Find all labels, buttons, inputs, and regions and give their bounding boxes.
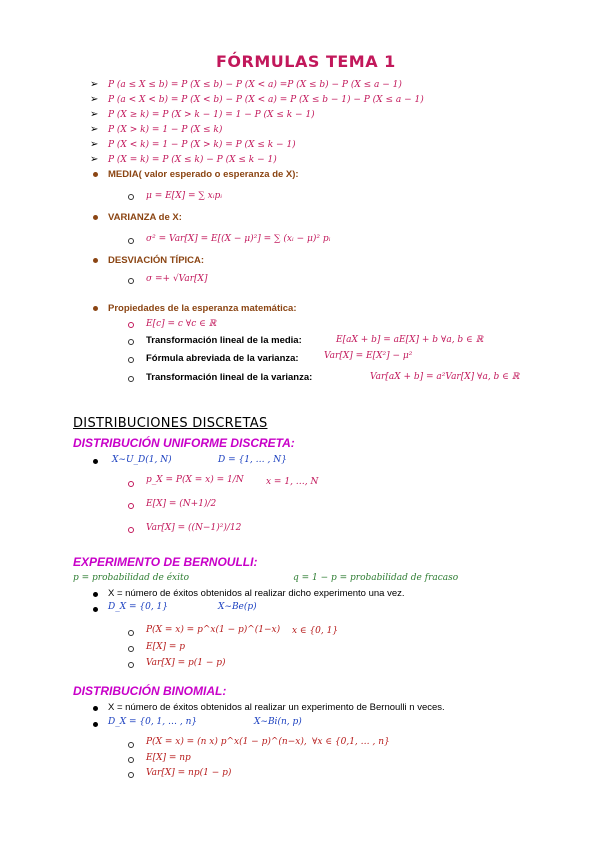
uniforme-def-left: X∼U_D(1, N) (112, 455, 172, 465)
media-label: MEDIA( valor esperado o esperanza de X): (108, 169, 299, 180)
page-title: FÓRMULAS TEMA 1 (216, 52, 396, 71)
bullet-dot-icon (93, 607, 98, 612)
circle-bullet-icon (128, 376, 134, 382)
arrow-bullet-icon: ➢ (90, 124, 99, 135)
binomial-x-def: X = número de éxitos obtenidos al realizar un experimento de Bernoulli n veces. (108, 702, 445, 713)
bernoulli-title: EXPERIMENTO DE BERNOULLI: (73, 555, 258, 569)
uniforme-px-range: x = 1, …, N (266, 477, 319, 487)
circle-bullet-icon (128, 194, 134, 200)
bullet-dot-icon (93, 706, 98, 711)
prob-formula: P (X ≥ k) = P (X > k − 1) = 1 − P (X ≤ k − 1) (108, 110, 315, 120)
varianza-label: VARIANZA de X: (108, 212, 182, 223)
uniforme-title: DISTRIBUCIÓN UNIFORME DISCRETA: (73, 436, 295, 450)
bullet-dot-icon (93, 722, 98, 727)
prob-formula: P (a < X < b) = P (X < b) − P (X < a) = P (X ≤ b − 1) − P (X ≤ a − 1) (108, 95, 424, 105)
arrow-bullet-icon: ➢ (90, 109, 99, 120)
bernoulli-q-def: q = 1 − p = probabilidad de fracaso (293, 573, 459, 583)
bullet-dot-icon (93, 592, 98, 597)
bernoulli-p-def: p = probabilidad de éxito (73, 573, 190, 583)
propiedades-label: Propiedades de la esperanza matemática: (108, 303, 297, 314)
bernoulli-dx: D_X = {0, 1} (108, 602, 169, 612)
media-formula: μ = E[X] = ∑ xᵢpᵢ (146, 191, 223, 201)
binomial-pmf: P(X = x) = (n x) p^x(1 − p)^(n−x), (146, 737, 307, 747)
propiedad-formula: E[c] = c ∀c ∈ ℝ (146, 319, 217, 329)
binomial-pmf-range: ∀x ∈ {0,1, … , n} (312, 737, 390, 747)
varianza-formula: σ² = Var[X] = E[(X − μ)²] = ∑ (xᵢ − μ)² pᵢ (146, 234, 331, 244)
arrow-bullet-icon: ➢ (90, 94, 99, 105)
arrow-bullet-icon: ➢ (90, 154, 99, 165)
bernoulli-dist: X∼Be(p) (218, 602, 257, 612)
uniforme-var: Var[X] = ((N−1)²)/12 (146, 523, 242, 533)
bullet-dot-icon (93, 306, 98, 311)
binomial-dx: D_X = {0, 1, … , n} (108, 717, 198, 727)
bernoulli-pmf: P(X = x) = p^x(1 − p)^(1−x) (146, 625, 281, 635)
circle-bullet-icon (128, 322, 134, 328)
binomial-ex: E[X] = np (146, 753, 191, 763)
propiedad-formula: E[aX + b] = aE[X] + b ∀a, b ∈ ℝ (336, 335, 484, 345)
uniforme-def-right: D = {1, … , N} (218, 455, 287, 465)
propiedad-formula: Var[X] = E[X²] − μ² (324, 351, 413, 361)
binomial-title: DISTRIBUCIÓN BINOMIAL: (73, 684, 227, 698)
circle-bullet-icon (128, 339, 134, 345)
prob-formula: P (X = k) = P (X ≤ k) − P (X ≤ k − 1) (108, 155, 277, 165)
prob-formula: P (X > k) = 1 − P (X ≤ k) (108, 125, 223, 135)
circle-bullet-icon (128, 238, 134, 244)
uniforme-ex: E[X] = (N+1)/2 (146, 499, 217, 509)
desviacion-label: DESVIACIÓN TÍPICA: (108, 255, 205, 266)
bullet-dot-icon (93, 459, 98, 464)
circle-bullet-icon (128, 278, 134, 284)
circle-bullet-icon (128, 742, 134, 748)
circle-bullet-icon (128, 772, 134, 778)
propiedad-formula: Var[aX + b] = a²Var[X] ∀a, b ∈ ℝ (370, 372, 520, 382)
circle-bullet-icon (128, 646, 134, 652)
bernoulli-x-def: X = número de éxitos obtenidos al realizar dicho experimento una vez. (108, 588, 405, 599)
circle-bullet-icon (128, 662, 134, 668)
circle-bullet-icon (128, 357, 134, 363)
bernoulli-ex: E[X] = p (146, 642, 186, 652)
circle-bullet-icon (128, 757, 134, 763)
circle-bullet-icon (128, 503, 134, 509)
bullet-dot-icon (93, 172, 98, 177)
bernoulli-var: Var[X] = p(1 − p) (146, 658, 226, 668)
bernoulli-pmf-range: x ∈ {0, 1} (292, 626, 339, 636)
prob-formula: P (X < k) = 1 − P (X > k) = P (X ≤ k − 1) (108, 140, 296, 150)
circle-bullet-icon (128, 527, 134, 533)
propiedad-text: Transformación lineal de la media: (146, 335, 302, 346)
bullet-dot-icon (93, 215, 98, 220)
propiedad-text: Fórmula abreviada de la varianza: (146, 353, 299, 364)
desviacion-formula: σ =+ √Var[X] (146, 274, 208, 284)
propiedad-text: Transformación lineal de la varianza: (146, 372, 313, 383)
section-title: DISTRIBUCIONES DISCRETAS (73, 416, 268, 431)
binomial-var: Var[X] = np(1 − p) (146, 768, 232, 778)
circle-bullet-icon (128, 630, 134, 636)
uniforme-px: p_X = P(X = x) = 1/N (146, 475, 244, 485)
prob-formula: P (a ≤ X ≤ b) = P (X ≤ b) − P (X < a) =P (X ≤ b) − P (X ≤ a − 1) (108, 80, 402, 90)
bullet-dot-icon (93, 258, 98, 263)
binomial-dist: X∼Bi(n, p) (254, 717, 302, 727)
arrow-bullet-icon: ➢ (90, 139, 99, 150)
circle-bullet-icon (128, 481, 134, 487)
arrow-bullet-icon: ➢ (90, 79, 99, 90)
